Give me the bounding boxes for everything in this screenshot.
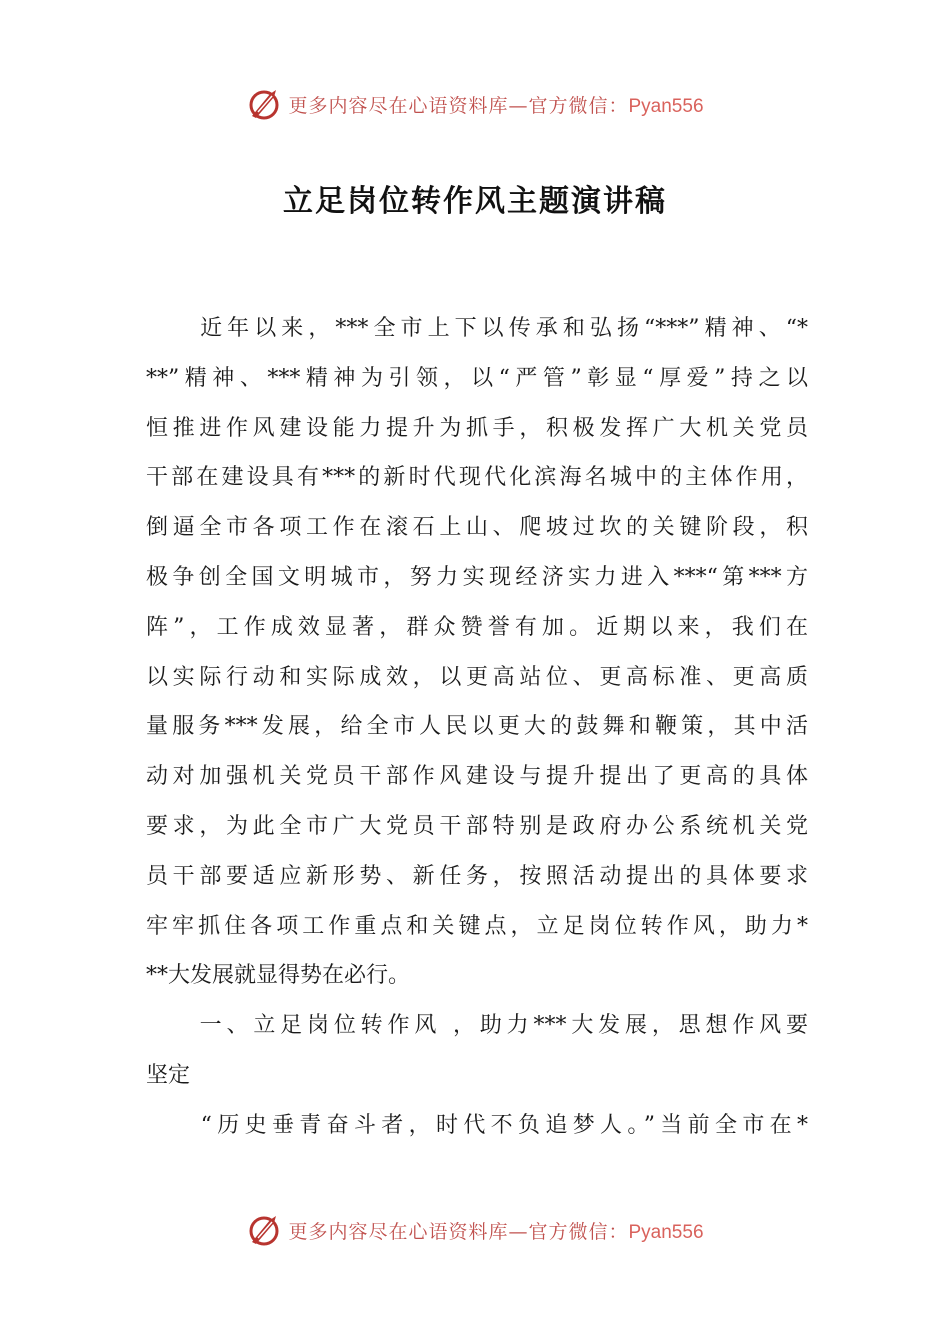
- document-body: [146, 304, 808, 1151]
- body-text-line: 阵”，工作成效显著，群众赞誉有加。近期以来，我们在: [146, 614, 808, 640]
- body-text-line: 员干部要适应新形势、新任务，按照活动提出的具体要求: [146, 863, 808, 889]
- body-text-line: **”精神、***精神为引领，以“严管”彰显“厚爱”持之以: [146, 365, 808, 391]
- watermark-text: 更多内容尽在心语资料库—官方微信：Pyan556: [288, 94, 704, 117]
- document-title: 立足岗位转作风主题演讲稿: [283, 184, 667, 219]
- pen-nib-circle-icon: [246, 1212, 282, 1248]
- body-text-line: 近年以来，***全市上下以传承和弘扬“***”精神、“*: [146, 316, 808, 341]
- watermark-text: 更多内容尽在心语资料库—官方微信：Pyan556: [288, 1220, 704, 1243]
- body-text-line: 一、立足岗位转作风 ，助力***大发展，思想作风要: [146, 1013, 808, 1039]
- body-text-line: **大发展就显得势在必行。: [146, 963, 411, 989]
- pen-nib-circle-icon: [246, 86, 282, 122]
- body-text-line: 动对加强机关党员干部作风建设与提升提出了更高的具体: [146, 764, 808, 790]
- body-text-line: 恒推进作风建设能力提升为抓手，积极发挥广大机关党员: [146, 415, 808, 441]
- body-text-line: 要求，为此全市广大党员干部特别是政府办公系统机关党: [146, 813, 808, 839]
- body-text-line: “历史垂青奋斗者，时代不负追梦人。”当前全市在*: [146, 1112, 808, 1138]
- body-text-line: 倒逼全市各项工作在滚石上山、爬坡过坎的关键阶段，积: [146, 515, 808, 541]
- body-text-line: 牢牢抓住各项工作重点和关键点，立足岗位转作风，助力*: [146, 913, 808, 939]
- body-text-line: 坚定: [146, 1062, 191, 1088]
- footer-watermark: [0, 1210, 950, 1250]
- body-text-line: 极争创全国文明城市，努力实现经济实力进入***“第***方: [146, 564, 808, 590]
- watermark-id: Pyan556: [628, 95, 704, 117]
- header-watermark: [0, 84, 950, 124]
- watermark-id: Pyan556: [628, 1221, 704, 1243]
- body-text-line: 量服务***发展，给全市人民以更大的鼓舞和鞭策，其中活: [146, 714, 808, 740]
- body-text-line: 干部在建设具有***的新时代现代化滨海名城中的主体作用，: [146, 465, 808, 491]
- body-text-line: 以实际行动和实际成效，以更高站位、更高标准、更高质: [146, 664, 808, 690]
